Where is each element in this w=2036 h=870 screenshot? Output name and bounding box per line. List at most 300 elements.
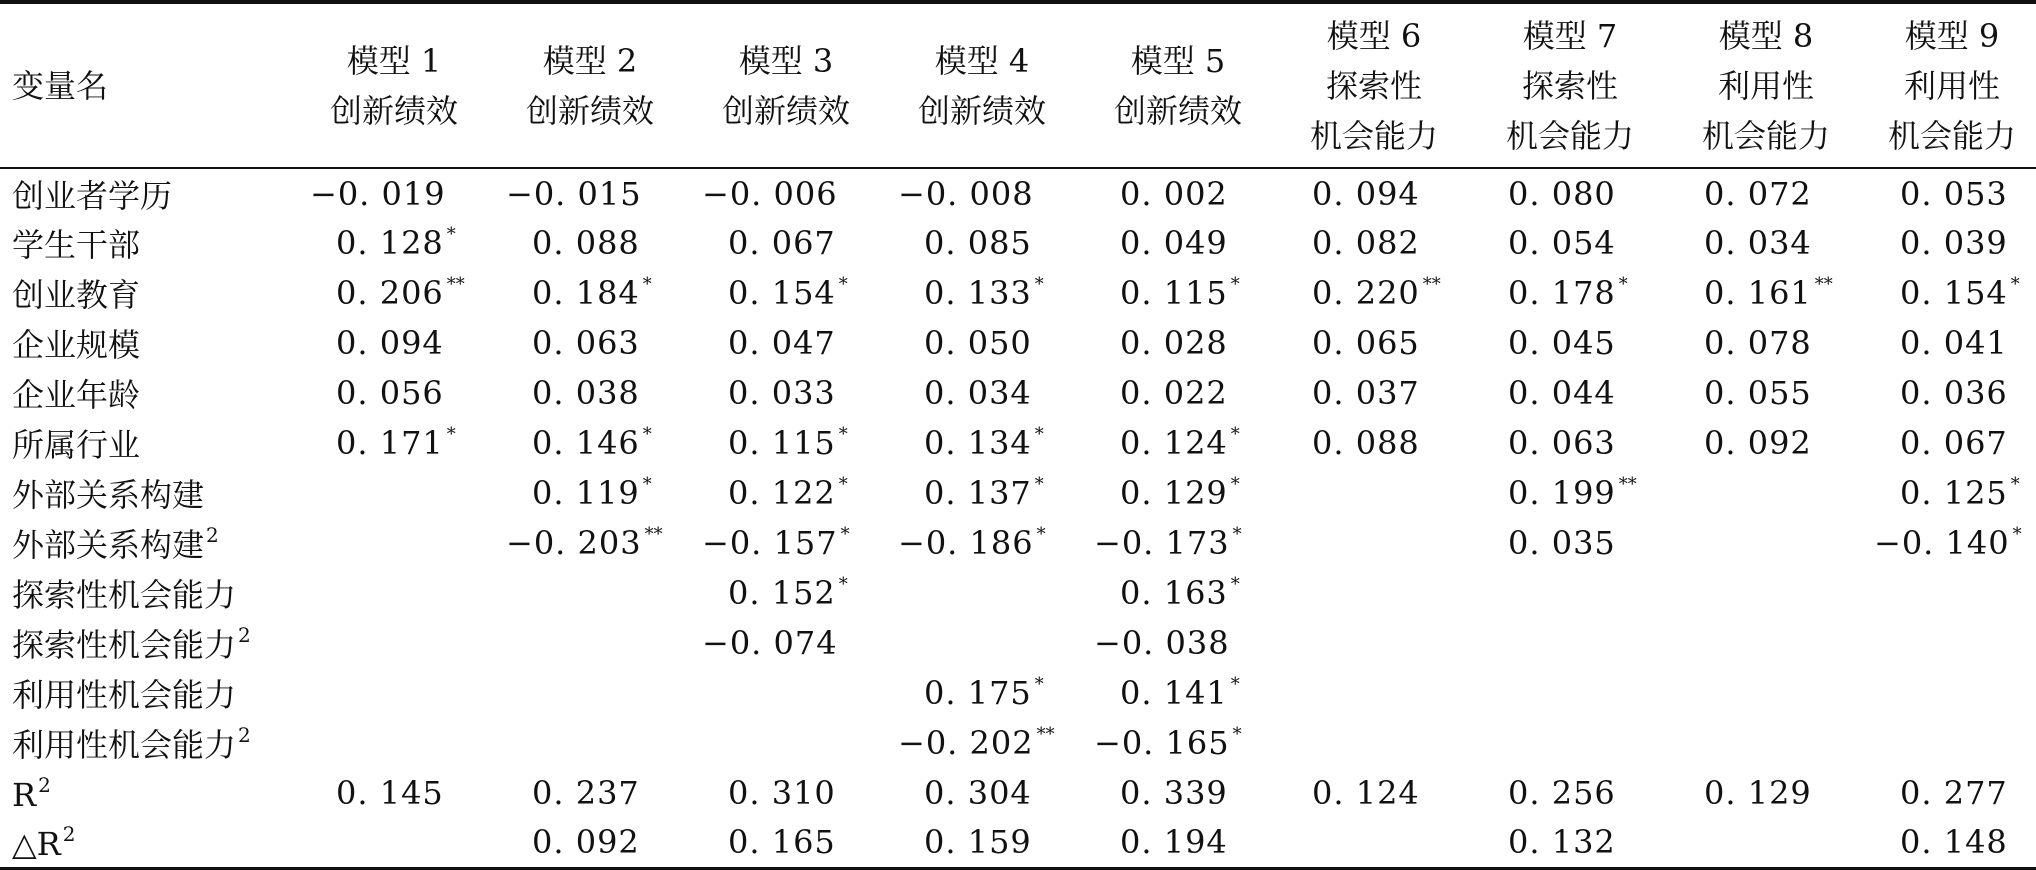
coefficient-cell xyxy=(884,318,1080,368)
coefficient-cell xyxy=(296,818,492,868)
coefficient-cell xyxy=(1668,768,1864,818)
header-variable-name: 变量名 xyxy=(0,2,296,168)
table-row xyxy=(0,318,2036,368)
coefficient-value: 0. 145 xyxy=(336,774,444,812)
significance-mark: * xyxy=(1036,524,1046,545)
coefficient-value: 0. 206 xyxy=(336,274,444,312)
coefficient-cell xyxy=(296,168,492,218)
coefficient-cell xyxy=(1864,168,2036,218)
model-name: 模型 4 xyxy=(934,41,1030,80)
variable-name: 企业年龄 xyxy=(12,376,141,414)
coefficient-value: 0. 038 xyxy=(532,374,640,412)
coefficient-cell xyxy=(884,718,1080,768)
model-dependent-variable: 探索性 xyxy=(1325,66,1422,105)
coefficient-cell xyxy=(1080,168,1276,218)
coefficient-cell xyxy=(492,368,688,418)
coefficient-value: 0. 049 xyxy=(1120,224,1228,262)
coefficient-cell xyxy=(1276,218,1472,268)
variable-name: 所属行业 xyxy=(12,426,141,464)
coefficient-cell xyxy=(688,818,884,868)
coefficient-cell xyxy=(296,318,492,368)
coefficient-cell xyxy=(1668,468,1864,518)
coefficient-cell xyxy=(1472,218,1668,268)
table-row xyxy=(0,718,2036,768)
model-dependent-variable: 探索性 xyxy=(1521,66,1618,105)
coefficient-cell xyxy=(884,168,1080,218)
header-model-1 xyxy=(296,2,492,168)
coefficient-value: 0. 125 xyxy=(1900,474,2008,512)
coefficient-value: 0. 072 xyxy=(1704,174,1812,213)
coefficient-value: 0. 028 xyxy=(1120,324,1228,362)
coefficient-cell xyxy=(1276,368,1472,418)
coefficient-value: 0. 128 xyxy=(336,224,444,262)
coefficient-value: −0. 015 xyxy=(506,174,642,213)
coefficient-cell xyxy=(688,468,884,518)
coefficient-cell xyxy=(1080,768,1276,818)
coefficient-value: 0. 047 xyxy=(728,324,836,362)
coefficient-cell xyxy=(1080,618,1276,668)
coefficient-cell xyxy=(688,568,884,618)
header-model-3 xyxy=(688,2,884,168)
coefficient-cell xyxy=(1276,518,1472,568)
coefficient-cell xyxy=(492,668,688,718)
coefficient-value: 0. 115 xyxy=(728,424,836,462)
table-header-row xyxy=(0,2,2036,168)
significance-mark: * xyxy=(1230,574,1240,595)
coefficient-cell xyxy=(1864,768,2036,818)
coefficient-value: 0. 037 xyxy=(1312,374,1420,412)
header-model-4 xyxy=(884,2,1080,168)
coefficient-cell xyxy=(296,268,492,318)
coefficient-cell xyxy=(1080,368,1276,418)
coefficient-value: 0. 194 xyxy=(1120,823,1228,862)
coefficient-cell xyxy=(1276,168,1472,218)
significance-mark: * xyxy=(1034,674,1044,695)
significance-mark: * xyxy=(2012,524,2022,545)
significance-mark: * xyxy=(838,424,848,445)
coefficient-value: 0. 133 xyxy=(924,274,1032,312)
significance-mark: ** xyxy=(1422,274,1441,295)
coefficient-cell xyxy=(1668,418,1864,468)
coefficient-cell xyxy=(1864,468,2036,518)
coefficient-value: 0. 067 xyxy=(1900,424,2008,462)
coefficient-value: 0. 339 xyxy=(1120,774,1228,812)
coefficient-value: 0. 163 xyxy=(1120,574,1228,612)
model-dependent-variable: 机会能力 xyxy=(1505,116,1634,155)
coefficient-cell xyxy=(492,168,688,218)
coefficient-value: 0. 161 xyxy=(1704,274,1812,312)
coefficient-value: 0. 119 xyxy=(532,474,640,512)
table-row xyxy=(0,568,2036,618)
coefficient-value: 0. 165 xyxy=(728,823,836,862)
coefficient-cell xyxy=(688,218,884,268)
coefficient-cell xyxy=(1668,818,1864,868)
coefficient-cell xyxy=(492,318,688,368)
header-model-5 xyxy=(1080,2,1276,168)
variable-name: 企业规模 xyxy=(12,326,141,364)
significance-mark: * xyxy=(1034,424,1044,445)
coefficient-value: 0. 137 xyxy=(924,474,1032,512)
significance-mark: * xyxy=(446,224,456,245)
coefficient-cell xyxy=(1276,568,1472,618)
coefficient-cell xyxy=(1472,268,1668,318)
coefficient-cell xyxy=(492,418,688,468)
variable-name: 学生干部 xyxy=(12,226,141,264)
coefficient-value: 0. 078 xyxy=(1704,324,1812,362)
table-row xyxy=(0,468,2036,518)
coefficient-value: 0. 148 xyxy=(1900,823,2008,862)
coefficient-cell xyxy=(1668,318,1864,368)
table-row xyxy=(0,368,2036,418)
coefficient-cell xyxy=(1668,718,1864,768)
significance-mark: * xyxy=(2010,274,2020,295)
significance-mark: ** xyxy=(644,524,663,545)
coefficient-value: 0. 175 xyxy=(924,674,1032,712)
coefficient-cell xyxy=(1472,518,1668,568)
coefficient-value: 0. 129 xyxy=(1704,774,1812,812)
coefficient-value: 0. 035 xyxy=(1508,524,1616,562)
coefficient-cell xyxy=(884,368,1080,418)
coefficient-value: −0. 157 xyxy=(702,524,838,562)
coefficient-value: 0. 199 xyxy=(1508,474,1616,512)
significance-mark: * xyxy=(1034,474,1044,495)
coefficient-cell xyxy=(1472,668,1668,718)
significance-mark: * xyxy=(838,474,848,495)
row-variable-label xyxy=(0,768,296,818)
coefficient-value: 0. 085 xyxy=(924,224,1032,262)
table-row xyxy=(0,268,2036,318)
coefficient-cell xyxy=(688,518,884,568)
coefficient-cell xyxy=(1864,218,2036,268)
coefficient-cell xyxy=(296,368,492,418)
coefficient-value: −0. 173 xyxy=(1094,524,1230,562)
model-dependent-variable: 创新绩效 xyxy=(525,91,654,130)
coefficient-value: −0. 186 xyxy=(898,524,1034,562)
coefficient-cell xyxy=(688,618,884,668)
coefficient-value: 0. 092 xyxy=(532,823,640,862)
coefficient-cell xyxy=(1276,818,1472,868)
model-dependent-variable: 机会能力 xyxy=(1309,116,1438,155)
table-row xyxy=(0,518,2036,568)
coefficient-cell xyxy=(688,368,884,418)
coefficient-cell xyxy=(688,768,884,818)
model-dependent-variable: 创新绩效 xyxy=(721,91,850,130)
coefficient-cell xyxy=(688,668,884,718)
coefficient-cell xyxy=(296,518,492,568)
coefficient-value: 0. 154 xyxy=(728,274,836,312)
coefficient-cell xyxy=(1080,518,1276,568)
coefficient-cell xyxy=(1080,468,1276,518)
coefficient-value: 0. 124 xyxy=(1120,424,1228,462)
coefficient-value: 0. 080 xyxy=(1508,174,1616,213)
row-variable-label xyxy=(0,318,296,368)
variable-name: 利用性机会能力 xyxy=(12,726,237,764)
coefficient-cell xyxy=(1276,618,1472,668)
variable-name: 探索性机会能力 xyxy=(12,576,237,614)
table-body xyxy=(0,168,2036,868)
coefficient-value: 0. 146 xyxy=(532,424,640,462)
coefficient-cell xyxy=(884,768,1080,818)
table-row xyxy=(0,168,2036,218)
coefficient-cell xyxy=(1080,818,1276,868)
coefficient-value: 0. 184 xyxy=(532,274,640,312)
coefficient-value: 0. 045 xyxy=(1508,324,1616,362)
coefficient-cell xyxy=(1864,668,2036,718)
coefficient-cell xyxy=(1864,418,2036,468)
coefficient-cell xyxy=(1472,718,1668,768)
coefficient-cell xyxy=(1080,718,1276,768)
significance-mark: * xyxy=(642,424,652,445)
significance-mark: * xyxy=(838,274,848,295)
coefficient-cell xyxy=(884,818,1080,868)
coefficient-cell xyxy=(296,418,492,468)
variable-name: 创业教育 xyxy=(12,276,141,314)
coefficient-cell xyxy=(1472,368,1668,418)
model-name: 模型 6 xyxy=(1326,16,1422,55)
significance-mark: ** xyxy=(1618,474,1637,495)
coefficient-value: 0. 063 xyxy=(532,324,640,362)
significance-mark: * xyxy=(1230,474,1240,495)
coefficient-value: 0. 124 xyxy=(1312,774,1420,812)
coefficient-cell xyxy=(884,268,1080,318)
coefficient-value: 0. 178 xyxy=(1508,274,1616,312)
coefficient-cell xyxy=(1276,318,1472,368)
coefficient-cell xyxy=(1864,518,2036,568)
coefficient-cell xyxy=(884,218,1080,268)
coefficient-cell xyxy=(1668,518,1864,568)
coefficient-cell xyxy=(1668,568,1864,618)
coefficient-value: −0. 008 xyxy=(898,174,1034,213)
coefficient-value: 0. 053 xyxy=(1900,174,2008,213)
coefficient-value: −0. 140 xyxy=(1874,524,2010,562)
coefficient-value: 0. 304 xyxy=(924,774,1032,812)
coefficient-cell xyxy=(1080,568,1276,618)
coefficient-value: −0. 019 xyxy=(310,174,446,213)
coefficient-value: 0. 034 xyxy=(924,374,1032,412)
row-variable-label xyxy=(0,818,296,868)
coefficient-cell xyxy=(1472,768,1668,818)
table-row xyxy=(0,218,2036,268)
coefficient-cell xyxy=(1276,718,1472,768)
model-name: 模型 7 xyxy=(1522,16,1618,55)
coefficient-cell xyxy=(1864,818,2036,868)
coefficient-cell xyxy=(1472,818,1668,868)
significance-mark: * xyxy=(840,524,850,545)
coefficient-cell xyxy=(492,618,688,668)
coefficient-cell xyxy=(296,768,492,818)
coefficient-cell xyxy=(492,718,688,768)
coefficient-cell xyxy=(1864,368,2036,418)
significance-mark: * xyxy=(446,424,456,445)
coefficient-value: 0. 082 xyxy=(1312,224,1420,262)
coefficient-value: 0. 044 xyxy=(1508,374,1616,412)
significance-mark: * xyxy=(1232,524,1242,545)
coefficient-value: 0. 122 xyxy=(728,474,836,512)
coefficient-cell xyxy=(1472,568,1668,618)
coefficient-value: 0. 039 xyxy=(1900,224,2008,262)
coefficient-cell xyxy=(884,568,1080,618)
model-name: 模型 5 xyxy=(1130,41,1226,80)
coefficient-cell xyxy=(1668,618,1864,668)
coefficient-value: −0. 038 xyxy=(1094,624,1230,662)
variable-name: 创业者学历 xyxy=(12,176,173,215)
coefficient-cell xyxy=(1864,568,2036,618)
coefficient-cell xyxy=(688,718,884,768)
model-name: 模型 8 xyxy=(1718,16,1814,55)
coefficient-cell xyxy=(296,218,492,268)
model-name: 模型 9 xyxy=(1904,16,2000,55)
model-dependent-variable: 创新绩效 xyxy=(917,91,1046,130)
significance-mark: * xyxy=(1230,274,1240,295)
coefficient-cell xyxy=(1276,668,1472,718)
coefficient-value: −0. 074 xyxy=(702,624,838,662)
coefficient-value: 0. 055 xyxy=(1704,374,1812,412)
table-row xyxy=(0,818,2036,868)
coefficient-value: −0. 006 xyxy=(702,174,838,213)
coefficient-cell xyxy=(296,568,492,618)
coefficient-cell xyxy=(688,318,884,368)
coefficient-value: 0. 063 xyxy=(1508,424,1616,462)
coefficient-cell xyxy=(492,268,688,318)
model-name: 模型 2 xyxy=(542,41,638,80)
table-row xyxy=(0,768,2036,818)
coefficient-cell xyxy=(1276,268,1472,318)
significance-mark: ** xyxy=(446,274,465,295)
coefficient-cell xyxy=(296,618,492,668)
coefficient-value: 0. 041 xyxy=(1900,324,2008,362)
coefficient-value: 0. 094 xyxy=(1312,174,1420,213)
coefficient-value: 0. 050 xyxy=(924,324,1032,362)
coefficient-value: −0. 165 xyxy=(1094,724,1230,762)
coefficient-value: 0. 034 xyxy=(1704,224,1812,262)
coefficient-value: 0. 277 xyxy=(1900,774,2008,812)
coefficient-cell xyxy=(296,468,492,518)
coefficient-value: 0. 152 xyxy=(728,574,836,612)
coefficient-value: 0. 067 xyxy=(728,224,836,262)
header-model-9 xyxy=(1864,2,2036,168)
coefficient-cell xyxy=(1472,418,1668,468)
row-variable-label xyxy=(0,718,296,768)
significance-mark: * xyxy=(838,574,848,595)
coefficient-value: 0. 237 xyxy=(532,774,640,812)
coefficient-cell xyxy=(884,668,1080,718)
variable-name: 外部关系构建 xyxy=(12,526,205,564)
coefficient-cell xyxy=(492,768,688,818)
header-model-7 xyxy=(1472,2,1668,168)
row-variable-label xyxy=(0,568,296,618)
coefficient-cell xyxy=(1080,668,1276,718)
model-dependent-variable: 利用性 xyxy=(1903,66,2000,105)
coefficient-value: 0. 065 xyxy=(1312,324,1420,362)
coefficient-value: 0. 036 xyxy=(1900,374,2008,412)
model-name: 模型 1 xyxy=(346,41,442,80)
coefficient-value: 0. 310 xyxy=(728,774,836,812)
coefficient-value: 0. 141 xyxy=(1120,674,1228,712)
variable-name: 利用性机会能力 xyxy=(12,676,237,714)
coefficient-value: 0. 088 xyxy=(532,224,640,262)
coefficient-value: −0. 202 xyxy=(898,724,1034,762)
coefficient-cell xyxy=(1080,418,1276,468)
coefficient-value: 0. 129 xyxy=(1120,474,1228,512)
table-row xyxy=(0,668,2036,718)
coefficient-cell xyxy=(1080,218,1276,268)
significance-mark: * xyxy=(1034,274,1044,295)
coefficient-cell xyxy=(1080,318,1276,368)
coefficient-value: 0. 056 xyxy=(336,374,444,412)
significance-mark: * xyxy=(2010,474,2020,495)
row-variable-label xyxy=(0,368,296,418)
coefficient-cell xyxy=(1864,718,2036,768)
significance-mark: * xyxy=(1618,274,1628,295)
coefficient-cell xyxy=(1668,368,1864,418)
row-variable-label xyxy=(0,668,296,718)
coefficient-value: 0. 159 xyxy=(924,823,1032,862)
coefficient-value: 0. 094 xyxy=(336,324,444,362)
coefficient-value: 0. 022 xyxy=(1120,374,1228,412)
row-variable-label xyxy=(0,168,296,218)
header-model-6 xyxy=(1276,2,1472,168)
coefficient-cell xyxy=(1668,168,1864,218)
coefficient-cell xyxy=(1864,618,2036,668)
coefficient-value: 0. 134 xyxy=(924,424,1032,462)
coefficient-cell xyxy=(296,718,492,768)
coefficient-cell xyxy=(492,218,688,268)
variable-name: R xyxy=(12,775,37,814)
row-variable-label xyxy=(0,618,296,668)
coefficient-cell xyxy=(884,618,1080,668)
coefficient-value: 0. 033 xyxy=(728,374,836,412)
model-dependent-variable: 机会能力 xyxy=(1887,116,2016,155)
coefficient-value: 0. 002 xyxy=(1120,174,1228,213)
row-variable-label xyxy=(0,218,296,268)
significance-mark: * xyxy=(1230,424,1240,445)
coefficient-cell xyxy=(1276,468,1472,518)
coefficient-cell xyxy=(1864,268,2036,318)
row-variable-label xyxy=(0,418,296,468)
coefficient-cell xyxy=(884,518,1080,568)
variable-superscript: 2 xyxy=(238,623,251,647)
coefficient-value: 0. 256 xyxy=(1508,774,1616,812)
variable-name: △R xyxy=(12,824,61,863)
coefficient-value: 0. 220 xyxy=(1312,274,1420,312)
header-model-2 xyxy=(492,2,688,168)
header-model-8 xyxy=(1668,2,1864,168)
significance-mark: * xyxy=(1232,724,1242,745)
coefficient-cell xyxy=(884,418,1080,468)
variable-name: 探索性机会能力 xyxy=(12,626,237,664)
coefficient-value: −0. 203 xyxy=(506,524,642,562)
significance-mark: ** xyxy=(1036,724,1055,745)
coefficient-cell xyxy=(1668,668,1864,718)
coefficient-cell xyxy=(1864,318,2036,368)
coefficient-value: 0. 115 xyxy=(1120,274,1228,312)
variable-superscript: 2 xyxy=(238,723,251,747)
coefficient-cell xyxy=(1668,218,1864,268)
coefficient-cell xyxy=(492,568,688,618)
coefficient-cell xyxy=(492,518,688,568)
coefficient-value: 0. 054 xyxy=(1508,224,1616,262)
coefficient-value: 0. 154 xyxy=(1900,274,2008,312)
coefficient-cell xyxy=(1472,618,1668,668)
variable-superscript: 2 xyxy=(38,772,51,797)
coefficient-cell xyxy=(688,418,884,468)
coefficient-cell xyxy=(1080,268,1276,318)
coefficient-value: 0. 092 xyxy=(1704,424,1812,462)
model-dependent-variable: 创新绩效 xyxy=(1113,91,1242,130)
coefficient-cell xyxy=(1276,418,1472,468)
significance-mark: * xyxy=(642,474,652,495)
significance-mark: ** xyxy=(1814,274,1833,295)
